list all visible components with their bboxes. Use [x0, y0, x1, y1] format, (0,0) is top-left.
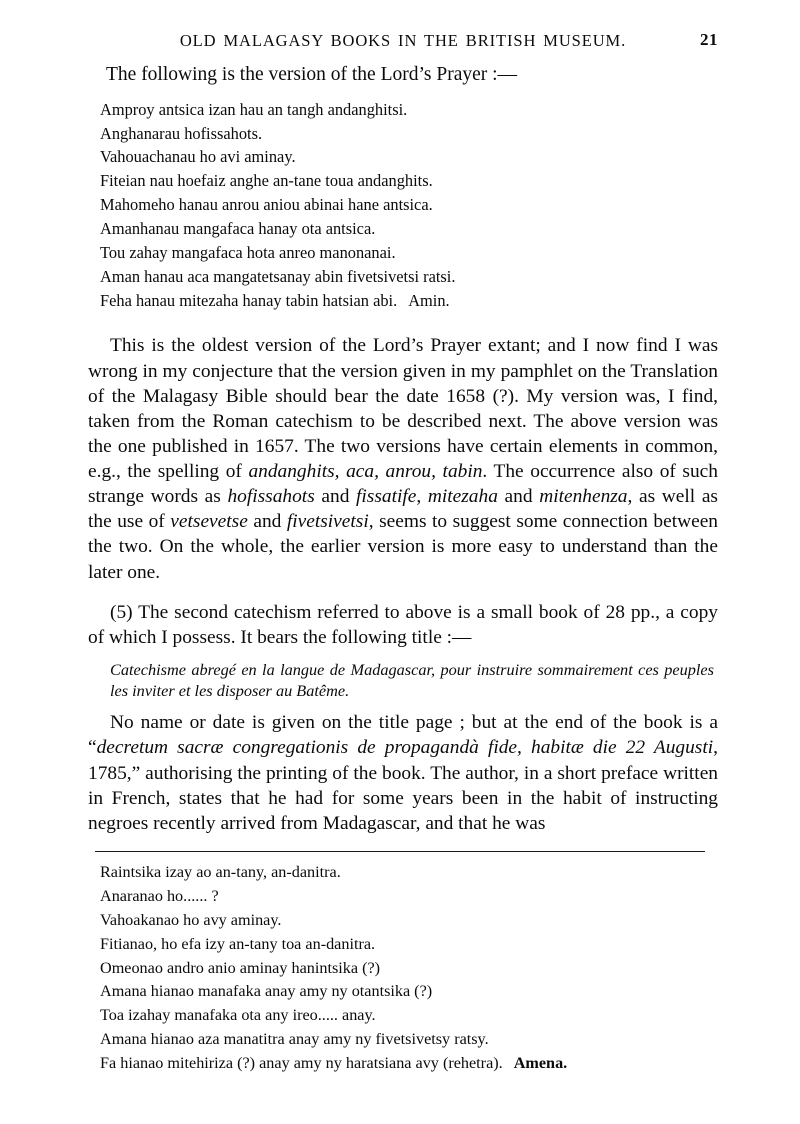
prose-italic: fivetsivetsi: [286, 511, 369, 533]
lead-in-line: The following is the version of the Lord’s Prayer :—: [106, 64, 518, 85]
footnote-line: Amana hianao aza manatitra anay amy ny fivetsivetsy ratsy.: [100, 1030, 489, 1049]
text-column: [88, 62, 718, 836]
prayer-line: Fiteian nau hoefaiz anghe an-tane toua andanghits.: [100, 171, 433, 191]
footnote-line: Toa izahay manafaka ota any ireo..... anay.: [100, 1006, 376, 1025]
prose-italic: mitezaha: [427, 486, 498, 508]
footnote-line: Amana hianao manafaka anay amy ny otantsika (?): [100, 982, 433, 1001]
prose-run: , as well as the use of: [88, 486, 718, 533]
footnote-line: Vahoakanao ho avy aminay.: [100, 910, 282, 929]
paragraph-spacer: [88, 318, 718, 333]
prose-italic: fissatife: [356, 486, 417, 508]
running-head-title: OLD MALAGASY BOOKS IN THE BRITISH MUSEUM.: [179, 31, 627, 50]
prayer-line: Anghanarau hofissahots.: [100, 123, 263, 143]
paragraph-no-name-or-date: [88, 710, 718, 836]
footnote-line: Fitianao, ho efa izy an-tany toa an-danitra.: [100, 934, 376, 953]
footnote-line: Anaranao ho...... ?: [100, 886, 219, 905]
prose-run: No name or date is given on the title page ; but at the end of the book is a “: [88, 712, 718, 759]
prose-run: This is the oldest version of the Lord’s Prayer extant; and I now find I was wrong in my conjecture that the version given in my pamphlet on the Translation of the Malagasy Bible should bear the date 1658 (?). My version was, I find, taken from the Roman catechism to be described next. The above version was the one published in 1657. The two versions have certain elements in common, e.g., the spelling of: [88, 335, 718, 483]
prayer-line-final-text: Feha hanau mitezaha hanay tabin hatsian abi.: [100, 290, 398, 310]
footnote-amen: Amena.: [513, 1054, 568, 1073]
french-title-quotation: Catechisme abregé en la langue de Madagascar, pour instruire sommairement ces peuples les inviter et les disposer au Batême.: [110, 659, 714, 701]
prose-italic: vetsevetse: [170, 511, 248, 533]
prose-italic-latin: decretum sacræ congregationis de propagandà fide, habitæ die 22 Augusti: [96, 737, 714, 759]
footnote-final-text: Fa hianao mitehiriza (?) anay amy ny haratsiana avy (rehetra).: [100, 1054, 503, 1073]
footnote-block: [100, 861, 720, 1076]
prayer-line: Amanhanau mangafaca hanay ota antsica.: [100, 219, 376, 239]
footnote-line: Raintsika izay ao an-tany, an-danitra.: [100, 863, 341, 881]
prayer-amen: Amin.: [408, 290, 450, 310]
footnote-line-final: [100, 1052, 720, 1076]
paragraph-oldest-version: [88, 333, 718, 584]
footnote-rule: [95, 851, 705, 852]
quote-spacer: [88, 650, 718, 659]
prayer-line-final: [100, 289, 718, 313]
prose-italic: andanghits, aca, anrou, tabin: [248, 461, 483, 483]
prose-run: ,: [416, 486, 428, 508]
prose-italic: mitenhenza: [539, 486, 628, 508]
running-head: [88, 31, 718, 55]
prayer-line: Aman hanau aca mangatetsanay abin fivetsivetsi ratsi.: [100, 266, 456, 286]
prayer-line: Tou zahay mangafaca hota anreo manonanai.: [100, 242, 396, 262]
prose-run: . The occurrence also of such strange words as: [88, 461, 718, 508]
prose-italic: hofissahots: [227, 486, 315, 508]
prose-run: , 1785,” authorising the printing of the book. The author, in a short preface written in French, states that he had for some years been in the habit of instructing negroes recently arrived from Madagascar, and that he was: [88, 737, 718, 834]
prayer-line: Amproy antsica izan hau an tangh andanghitsi.: [100, 99, 408, 119]
prose-run: and: [497, 486, 540, 508]
page-number: 21: [700, 30, 718, 49]
lords-prayer-verse-block: [100, 98, 718, 313]
prose-run: and: [247, 511, 287, 533]
prayer-line: Vahouachanau ho avi aminay.: [100, 147, 296, 167]
prose-run: and: [314, 486, 357, 508]
paragraph-second-catechism: (5) The second catechism referred to above is a small book of 28 pp., a copy of which I possess. It bears the following title :—: [88, 601, 718, 648]
paragraph-spacer: [88, 585, 718, 600]
prayer-line: Mahomeho hanau anrou aniou abinai hane antsica.: [100, 195, 433, 215]
quote-spacer: [88, 701, 718, 710]
footnote-line: Omeonao andro anio aminay hanintsika (?): [100, 958, 381, 977]
prose-run: , seems to suggest some connection between the two. On the whole, the earlier version is more easy to understand than the later one.: [88, 511, 718, 583]
